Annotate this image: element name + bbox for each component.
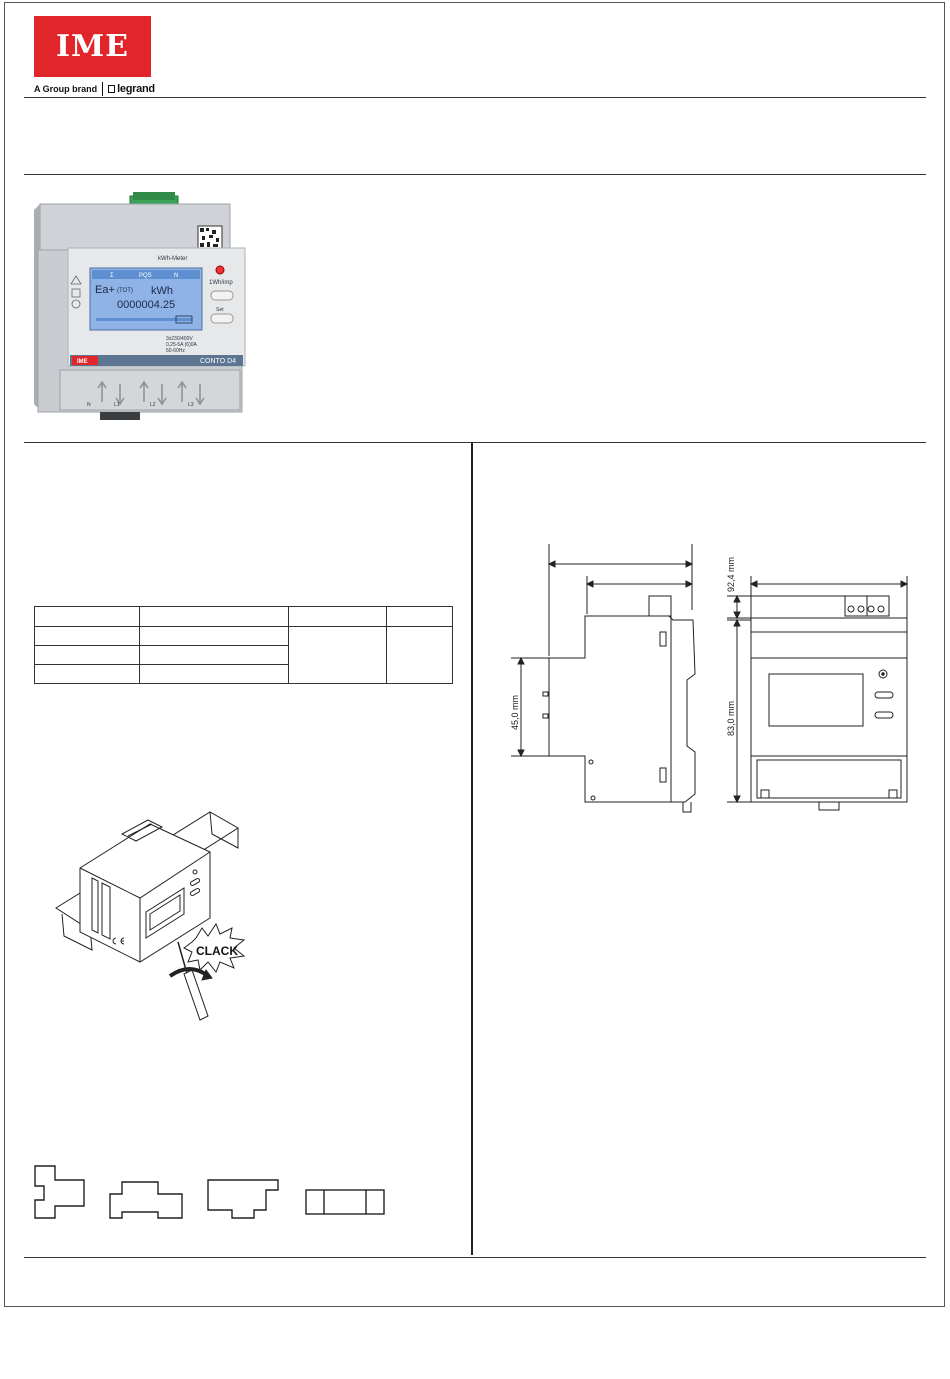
legrand-logo: legrand [108, 83, 155, 95]
depth-top-label: 92,4 mm [726, 556, 736, 592]
led-label: 1Wh/imp [209, 280, 233, 286]
module-outline-symbol [208, 1180, 278, 1218]
clack-label: CLACK [196, 944, 238, 958]
model-name: CONTO D4 [200, 358, 237, 365]
rating-line-1: 3x230/400V [166, 336, 193, 342]
photo-rule [24, 442, 926, 443]
display-tag: (TOT) [117, 288, 133, 294]
ime-logo: IME [34, 16, 151, 77]
table-header-cell [35, 607, 140, 627]
display-tab-n: N [174, 273, 179, 279]
front-button-set [211, 314, 233, 323]
table-cell-merged [289, 627, 387, 684]
module-outline-symbols [30, 1160, 395, 1224]
strip-brand: IME [77, 359, 88, 365]
column-divider [471, 443, 473, 1255]
terminal-l3: L3 [188, 402, 194, 408]
table-row [35, 627, 453, 646]
product-photo [30, 190, 255, 428]
module-outline-symbol [110, 1182, 182, 1218]
set-label: Set [216, 307, 224, 313]
table-cell [140, 665, 289, 684]
rating-line-2: 0,25-5A (6)0A [166, 342, 197, 348]
display-tab-pqs: PQS [139, 273, 152, 279]
display-title: kWh-Meter [158, 256, 188, 262]
terminal-l2: L2 [150, 402, 156, 408]
group-brand-line [34, 82, 155, 96]
display-tab-sum: Σ [110, 273, 114, 279]
table-cell [140, 646, 289, 665]
table-cell [35, 646, 140, 665]
rating-line-3: 50-60Hz [166, 348, 185, 354]
terminal-n: N [87, 402, 91, 408]
height-front-label: 83,0 mm [726, 700, 736, 736]
table-header-cell [387, 607, 453, 627]
footer-rule [24, 1257, 926, 1258]
legrand-mark-icon [108, 85, 115, 93]
height-inner-label: 45,0 mm [510, 694, 520, 730]
table-cell [35, 627, 140, 646]
spec-table [34, 606, 453, 684]
module-outline-symbol [35, 1166, 84, 1218]
display-unit: kWh [151, 285, 173, 297]
table-cell [140, 627, 289, 646]
module-outline-symbol [306, 1190, 384, 1214]
display-quantity: Ea+ [95, 284, 115, 296]
table-cell-merged [387, 627, 453, 684]
table-cell [35, 665, 140, 684]
title-rule [24, 174, 926, 175]
terminal-l1: L1 [114, 402, 120, 408]
display-value: 0000004.25 [117, 299, 176, 311]
din-rail-mounting-illustration [50, 808, 250, 1024]
table-header-cell [289, 607, 387, 627]
brand-separator [102, 82, 103, 96]
header-rule [24, 97, 926, 98]
dimension-drawings [505, 540, 915, 820]
table-header-row [35, 607, 453, 627]
group-brand-text: A Group brand [34, 84, 98, 94]
pulse-led-icon [216, 266, 224, 274]
front-button-up [211, 291, 233, 300]
table-header-cell [140, 607, 289, 627]
